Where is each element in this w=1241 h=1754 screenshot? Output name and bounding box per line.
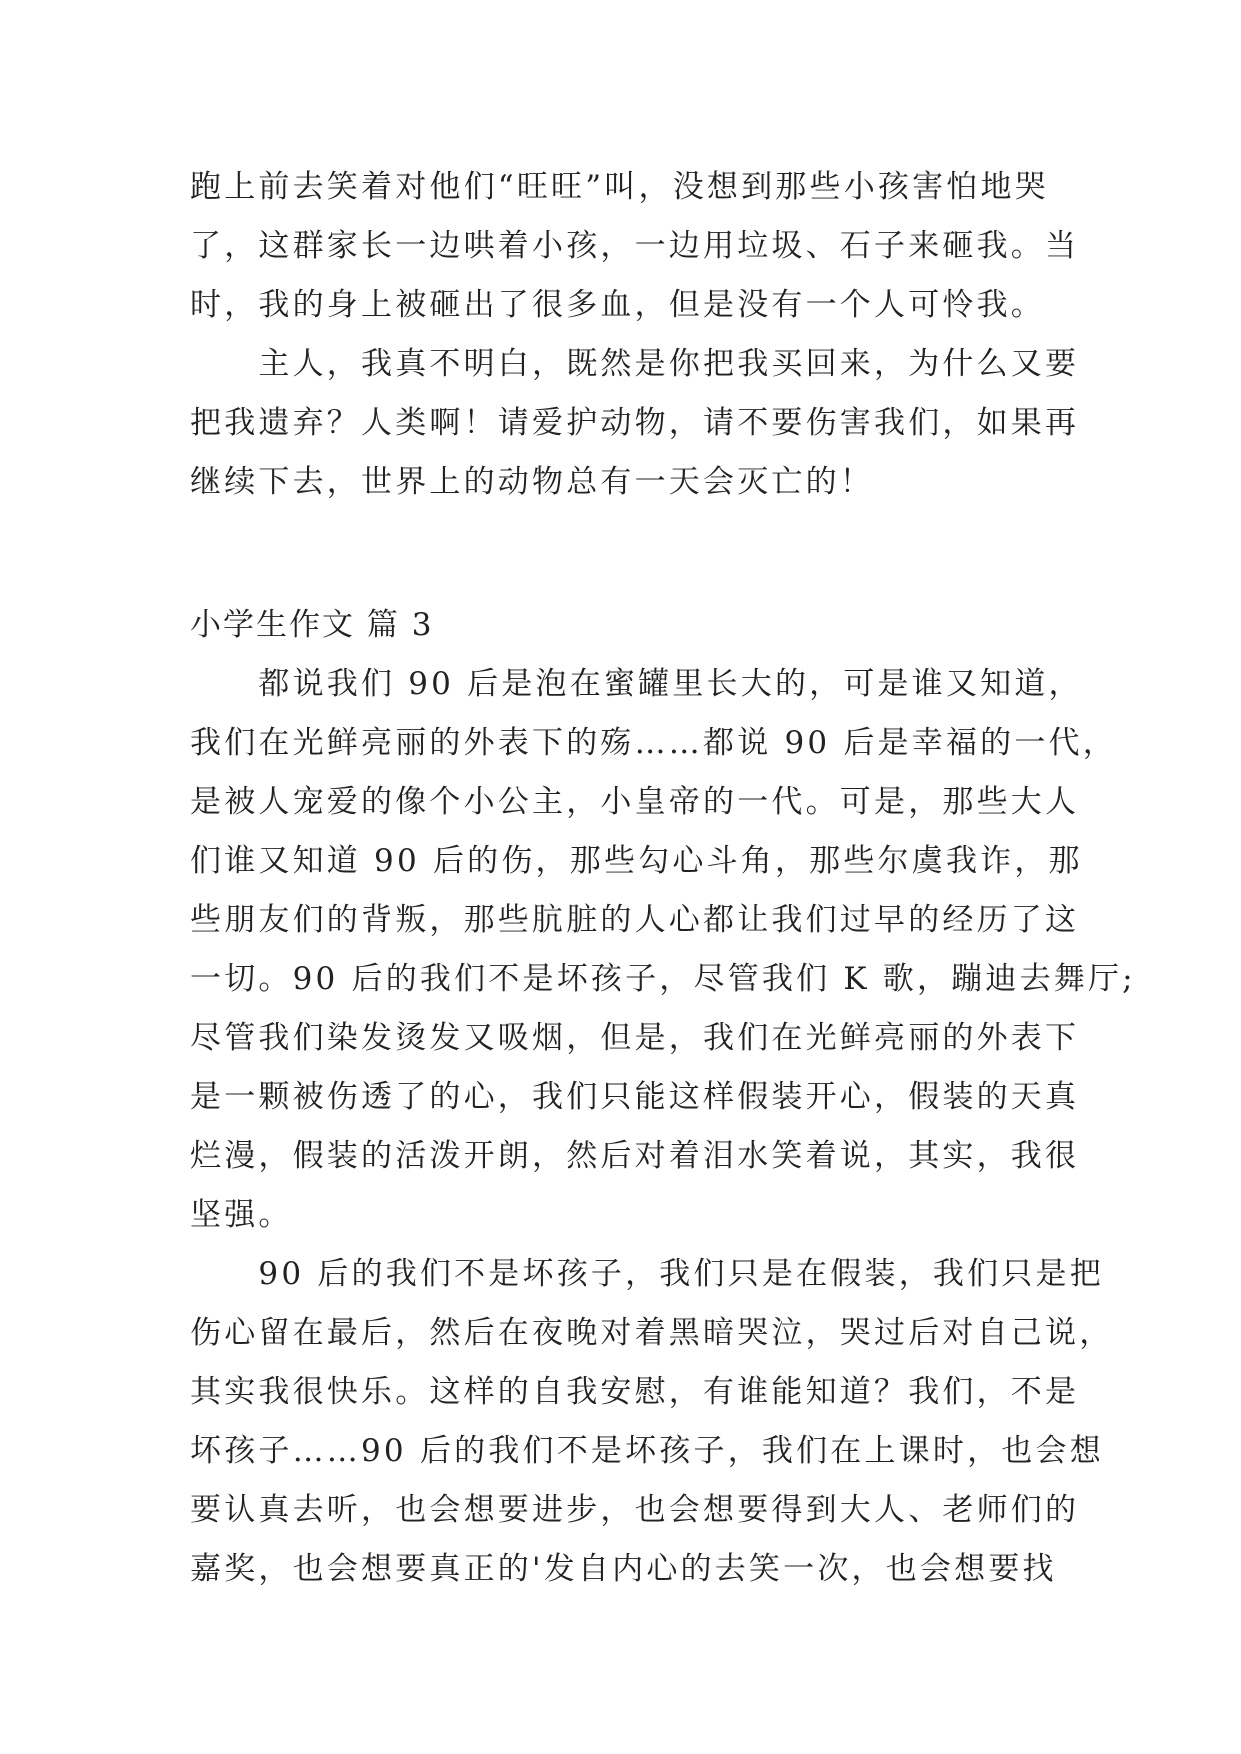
text-line: 时，我的身上被砸出了很多血，但是没有一个人可怜我。	[190, 287, 1045, 323]
section-heading: 小学生作文 篇 3	[190, 607, 434, 643]
text-line: 伤心留在最后，然后在夜晚对着黑暗哭泣，哭过后对自己说，	[190, 1315, 1114, 1351]
text-line: 其实我很快乐。这样的自我安慰，有谁能知道？我们，不是	[190, 1374, 1080, 1410]
text-line: 坏孩子……90 后的我们不是坏孩子，我们在上课时，也会想	[190, 1433, 1104, 1469]
section-spacer	[190, 512, 1070, 596]
text-line: 继续下去，世界上的动物总有一天会灭亡的！	[190, 464, 874, 500]
text-line: 了，这群家长一边哄着小孩，一边用垃圾、石子来砸我。当	[190, 228, 1080, 264]
document-body	[190, 158, 1136, 1599]
text-line: 们谁又知道 90 后的伤，那些勾心斗角，那些尔虞我诈，那	[190, 843, 1083, 879]
text-line: 主人，我真不明白，既然是你把我买回来，为什么又要	[190, 346, 1080, 382]
text-line: 嘉奖，也会想要真正的'发自内心的去笑一次，也会想要找	[190, 1551, 1057, 1587]
text-line: 我们在光鲜亮丽的外表下的殇……都说 90 后是幸福的一代，	[190, 725, 1117, 761]
text-line: 把我遗弃？人类啊！请爱护动物，请不要伤害我们，如果再	[190, 405, 1080, 441]
text-line: 90 后的我们不是坏孩子，我们只是在假装，我们只是把	[190, 1256, 1104, 1292]
text-line: 烂漫，假装的活泼开朗，然后对着泪水笑着说，其实，我很	[190, 1138, 1080, 1174]
text-line: 些朋友们的背叛，那些肮脏的人心都让我们过早的经历了这	[190, 902, 1080, 938]
text-line: 都说我们 90 后是泡在蜜罐里长大的，可是谁又知道，	[190, 666, 1083, 702]
continued-paragraphs	[190, 158, 1080, 512]
paragraph-1	[190, 655, 1136, 1245]
text-line: 要认真去听，也会想要进步，也会想要得到大人、老师们的	[190, 1492, 1080, 1528]
text-line: 尽管我们染发烫发又吸烟，但是，我们在光鲜亮丽的外表下	[190, 1020, 1080, 1056]
text-line: 是被人宠爱的像个小公主，小皇帝的一代。可是，那些大人	[190, 784, 1080, 820]
text-line: 是一颗被伤透了的心，我们只能这样假装开心，假装的天真	[190, 1079, 1080, 1115]
text-line: 坚强。	[190, 1197, 293, 1233]
text-line: 一切。90 后的我们不是坏孩子，尽管我们 K 歌，蹦迪去舞厅;	[190, 961, 1136, 997]
paragraph-2	[190, 1245, 1114, 1599]
text-line: 跑上前去笑着对他们“旺旺”叫，没想到那些小孩害怕地哭	[190, 169, 1049, 205]
